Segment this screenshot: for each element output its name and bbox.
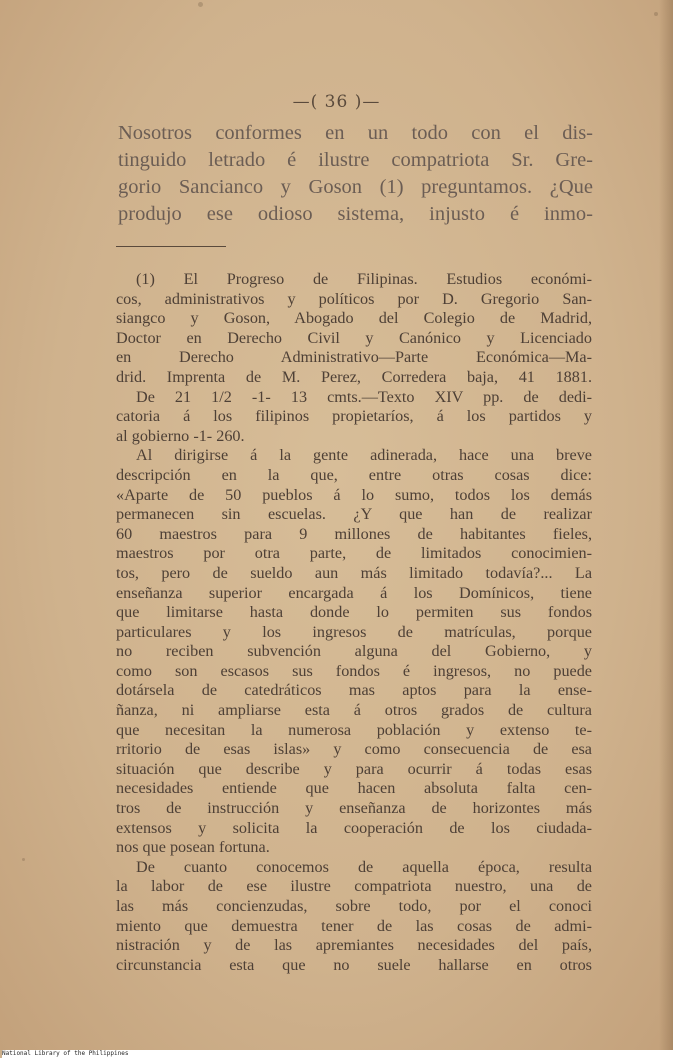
footnote-line: tros de instrucción y enseñanza de horizontes más xyxy=(116,799,592,818)
footnote-line: dotársela de catedráticos mas aptos para la ense- xyxy=(116,681,592,700)
footnote-line: Al dirigirse á la gente adinerada, hace una breve xyxy=(136,446,592,465)
footnote-line: en Derecho Administrativo—Parte Económica—Ma- xyxy=(116,348,592,367)
footnote-line: que necesitan la numerosa población y extenso te- xyxy=(116,720,592,739)
body-paragraph xyxy=(118,120,593,228)
footnote-line: cos, administrativos y políticos por D. Gregorio San- xyxy=(116,289,592,308)
body-text-line: Nosotros conformes en un todo con el dis- xyxy=(118,122,593,144)
footnote-line: la labor de ese ilustre compatriota nuestro, una de xyxy=(116,877,592,896)
footnote-block xyxy=(116,270,592,975)
footnote-line: situación que describe y para ocurrir á todas esas xyxy=(116,759,592,778)
footnote-line: nistración y de las apremiantes necesidades del país, xyxy=(116,936,592,955)
paper-spot xyxy=(654,12,658,16)
paper-spot xyxy=(198,2,203,7)
footnote-line: particulares y los ingresos de matrículas, porque xyxy=(116,622,592,641)
footnote-line: enseñanza superior encargada á los Domínicos, tiene xyxy=(116,583,592,602)
footnote-separator xyxy=(116,246,226,247)
footnote-line: De 21 1/2 -1- 13 cmts.—Texto XIV pp. de dedi- xyxy=(136,387,592,406)
paper-spot xyxy=(22,858,25,861)
footnote-line: 60 maestros para 9 millones de habitantes fieles, xyxy=(116,524,592,543)
page-number: —( 36 )— xyxy=(292,92,381,112)
footnote-line: rritorio de esas islas» y como consecuencia de esa xyxy=(116,740,592,759)
footnote-line: maestros por otra parte, de limitados conocimien- xyxy=(116,544,592,563)
footnote-line: extensos y solicita la cooperación de los ciudada- xyxy=(116,818,592,837)
footnote-line: siangco y Goson, Abogado del Colegio de Madrid, xyxy=(116,309,592,328)
footnote-line: como son escasos sus fondos é ingresos, no puede xyxy=(116,661,592,680)
footnote-line: circunstancia esta que no suele hallarse en otros xyxy=(116,955,592,974)
footnote-line: De cuanto conocemos de aquella época, resulta xyxy=(136,857,592,876)
footnote-line: no reciben subvención alguna del Gobierno, y xyxy=(116,642,592,661)
footnote-line: ñanza, ni ampliarse esta á otros grados de cultura xyxy=(116,701,592,720)
footnote-line: tos, pero de sueldo aun más limitado todavía?... La xyxy=(116,563,592,582)
footnote-line: al gobierno -1- 260. xyxy=(116,426,245,445)
footnote-line: las más concienzudas, sobre todo, por el conoci xyxy=(116,897,592,915)
footnote-line: nos que posean fortuna. xyxy=(116,838,270,857)
footnote-line: drid. Imprenta de M. Perez, Corredera baja, 41 1881. xyxy=(116,367,592,386)
footnote-line: catoria á los filipinos propietaríos, á los partidos y xyxy=(116,407,592,426)
footnote-line: «Aparte de 50 pueblos á lo sumo, todos los demás xyxy=(116,485,592,504)
footnote-line: necesidades entiende que hacen absoluta falta cen- xyxy=(116,779,592,798)
footnote-line: permanecen sin escuelas. ¿Y que han de realizar xyxy=(116,505,592,524)
body-text-line: gorio Sancianco y Goson (1) preguntamos. ¿Que xyxy=(118,176,593,198)
footnote-line: miento que demuestra tener de las cosas de admi- xyxy=(116,916,592,935)
footnote-line: que limitarse hasta donde lo permiten sus fondos xyxy=(116,603,592,622)
library-stamp: National Library of the Philippines xyxy=(2,1050,673,1058)
footnote-line: (1) El Progreso de Filipinas. Estudios económi- xyxy=(136,270,592,288)
body-text-line: tinguido letrado é ilustre compatriota Sr. Gre- xyxy=(118,149,593,171)
body-text-line: produjo ese odioso sistema, injusto é inmo- xyxy=(118,203,593,225)
footnote-line: Doctor en Derecho Civil y Canónico y Licenciado xyxy=(116,328,592,347)
footnote-line: descripción en la que, entre otras cosas dice: xyxy=(116,465,592,484)
